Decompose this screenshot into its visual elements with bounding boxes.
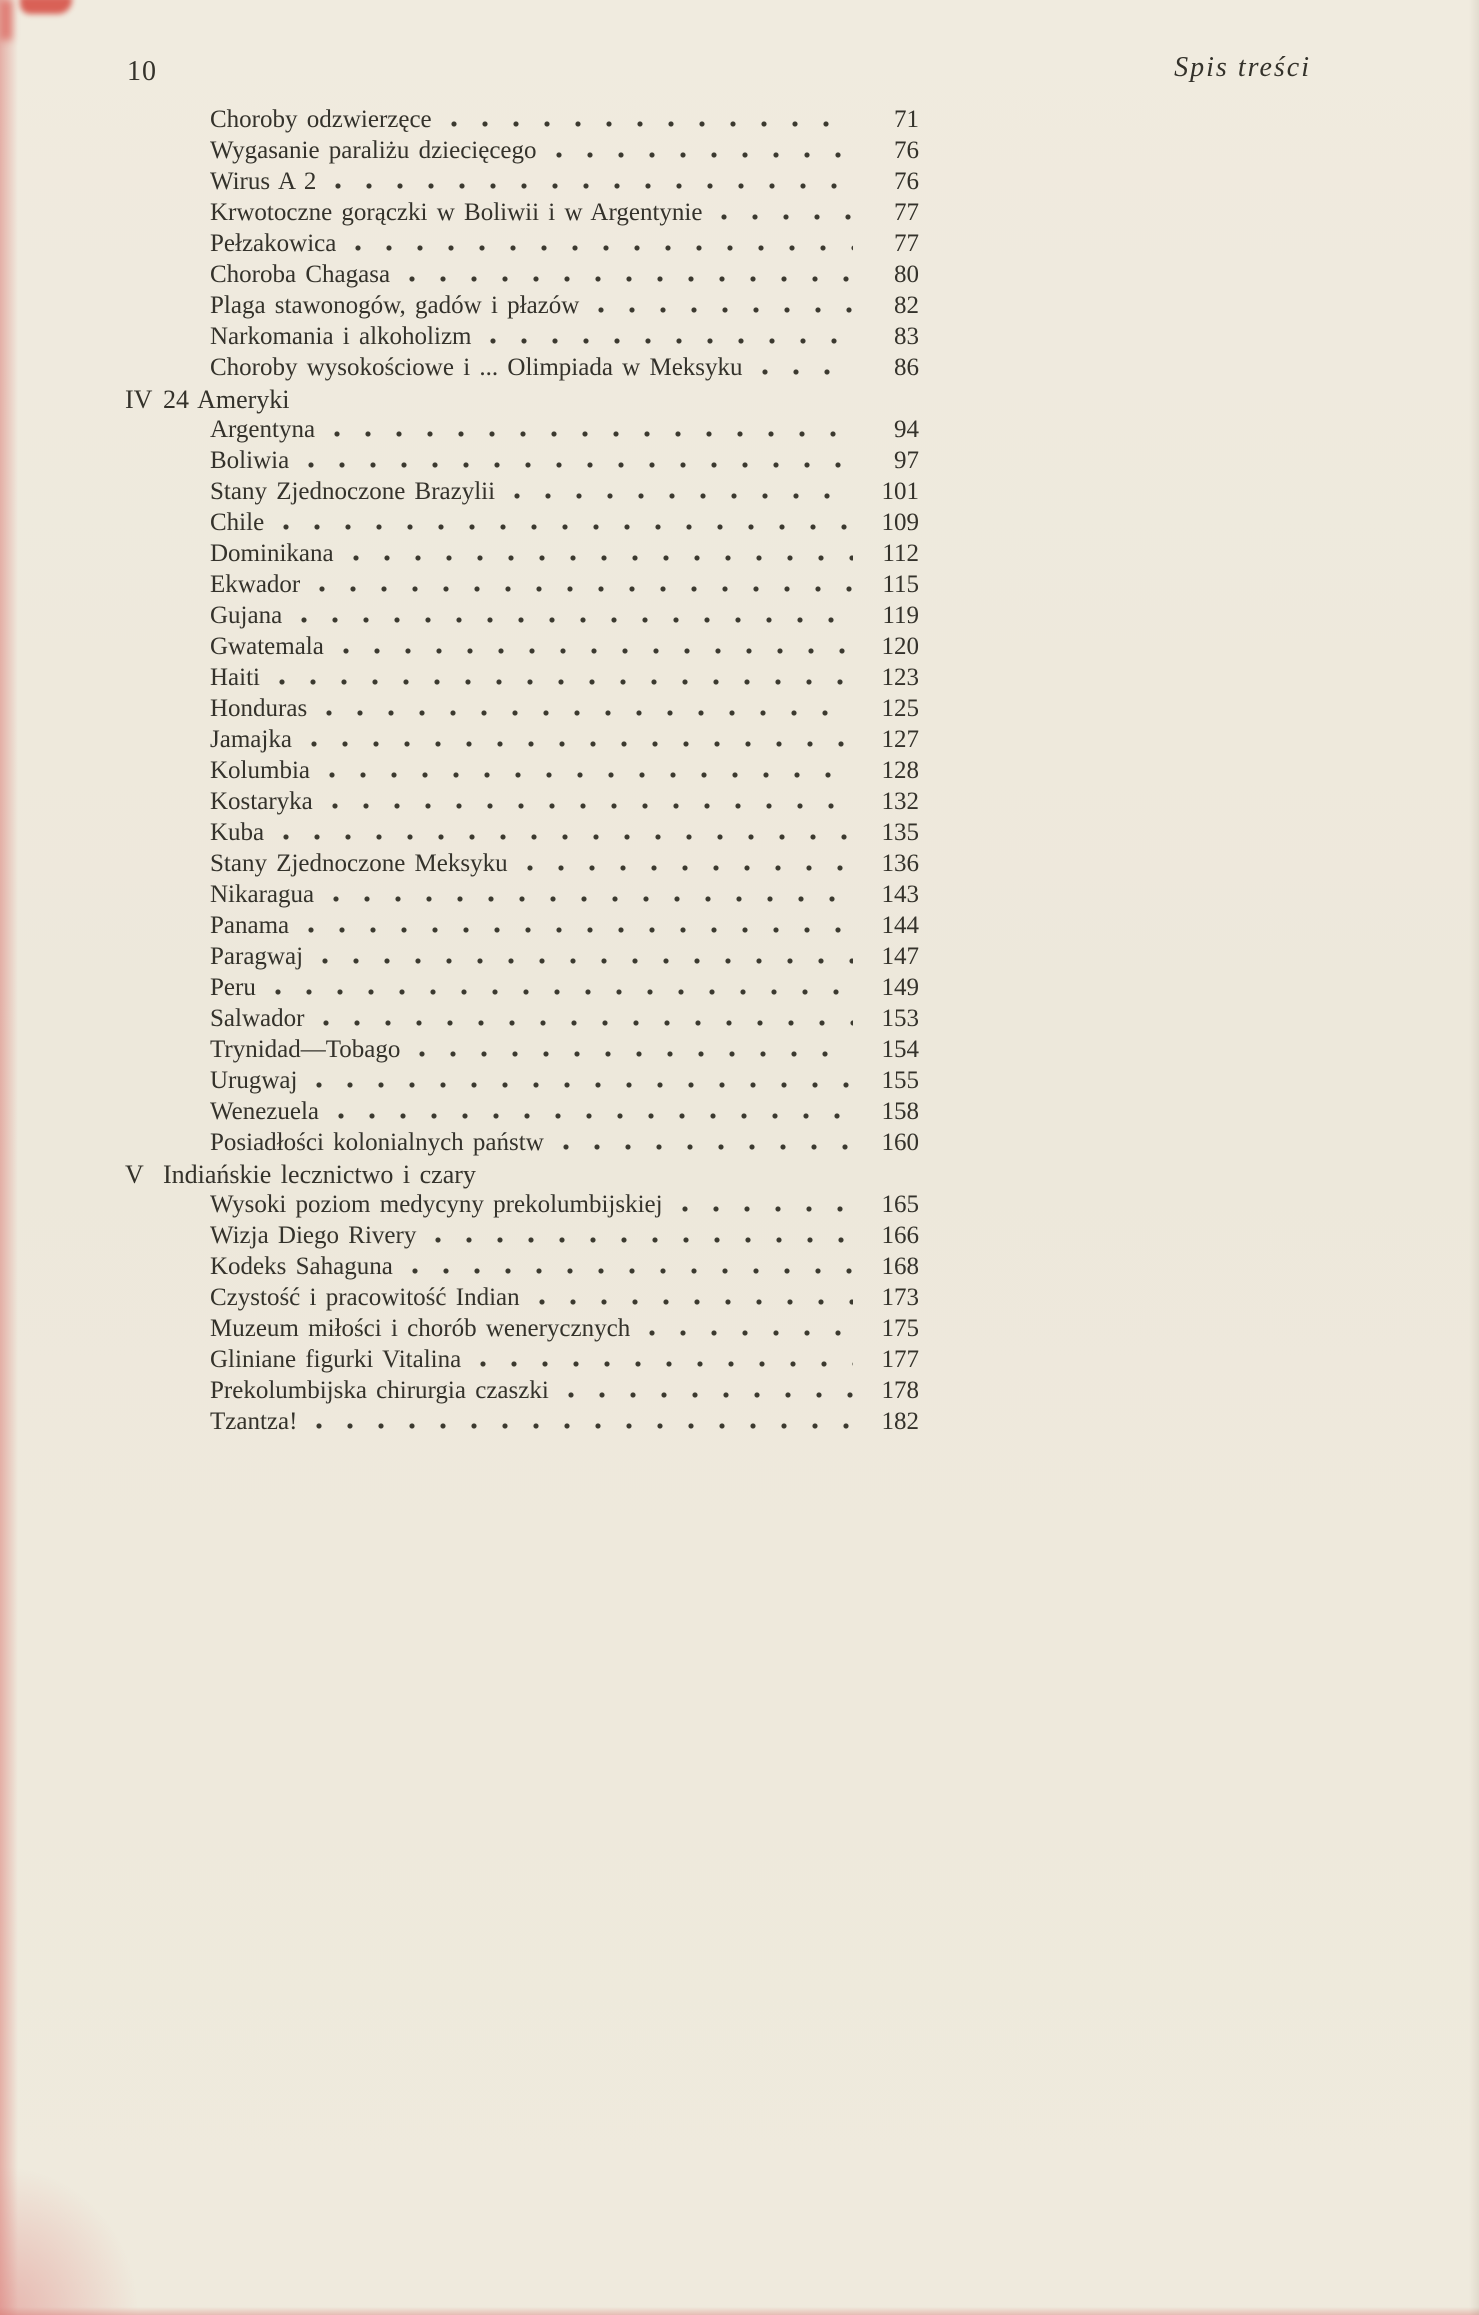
- toc-entry-label: Kuba: [210, 819, 265, 846]
- dot-leader: [282, 834, 853, 841]
- toc-entry-page: 177: [881, 1346, 919, 1373]
- toc-entry-label: Ekwador: [210, 571, 301, 598]
- toc-entry-label: Wizja Diego Rivery: [210, 1222, 417, 1249]
- toc-entry: [125, 757, 919, 788]
- toc-entry-label: Panama: [210, 912, 290, 939]
- toc-entry-page: 147: [881, 943, 919, 970]
- dot-leader: [278, 679, 853, 686]
- toc-entry-label: Stany Zjednoczone Brazylii: [210, 478, 496, 505]
- toc-entry-page: 115: [882, 571, 919, 598]
- toc-entry: [125, 1098, 919, 1129]
- toc-entry-label: Haiti: [210, 664, 260, 691]
- toc-entry: [125, 1129, 919, 1160]
- toc-entry: [125, 1253, 919, 1284]
- dot-leader: [342, 648, 853, 655]
- toc-entry-label: Muzeum miłości i chorób wenerycznych: [210, 1315, 631, 1342]
- toc-section-numeral: IV: [125, 385, 153, 414]
- toc-entry: [125, 1036, 919, 1067]
- toc-entry-label: Choroby wysokościowe i ... Olimpiada w Meksyku: [210, 354, 743, 381]
- toc-entry: [125, 695, 919, 726]
- toc-entry: [125, 261, 919, 292]
- running-head: Spis treści: [1174, 52, 1311, 83]
- toc-entry-page: 143: [881, 881, 919, 908]
- toc-entry: [125, 1377, 919, 1408]
- dot-leader: [450, 121, 853, 128]
- toc-entry-page: 127: [881, 726, 919, 753]
- dot-leader: [513, 493, 853, 500]
- toc-entry-label: Stany Zjednoczone Meksyku: [210, 850, 508, 877]
- toc-entry: [125, 819, 919, 850]
- toc-entry: [125, 1346, 919, 1377]
- dot-leader: [526, 865, 853, 872]
- toc-entry: [125, 447, 919, 478]
- toc-entry-page: 86: [894, 354, 919, 381]
- toc-entry: [125, 199, 919, 230]
- toc-list: [125, 106, 919, 1439]
- dot-leader: [274, 989, 853, 996]
- toc-entry: [125, 1315, 919, 1346]
- page-number: 10: [127, 56, 157, 87]
- toc-entry-page: 123: [881, 664, 919, 691]
- toc-entry: [125, 1408, 919, 1439]
- dot-leader: [333, 431, 853, 438]
- toc-entry-page: 155: [881, 1067, 919, 1094]
- toc-entry-page: 120: [881, 633, 919, 660]
- dot-leader: [300, 617, 853, 624]
- dot-leader: [681, 1206, 853, 1213]
- toc-entry-page: 125: [881, 695, 919, 722]
- toc-entry: [125, 509, 919, 540]
- toc-entry-label: Narkomania i alkoholizm: [210, 323, 472, 350]
- toc-entry: [125, 416, 919, 447]
- toc-entry: [125, 1191, 919, 1222]
- toc-entry: [125, 1222, 919, 1253]
- dot-leader: [720, 214, 853, 221]
- toc-entry-page: 119: [882, 602, 919, 629]
- dot-leader: [352, 555, 853, 562]
- toc-entry-label: Plaga stawonogów, gadów i płazów: [210, 292, 580, 319]
- toc-entry: [125, 230, 919, 261]
- toc-entry: [125, 292, 919, 323]
- toc-entry-page: 135: [881, 819, 919, 846]
- scan-smudge-bottom-left: [0, 2165, 140, 2315]
- toc-entry: [125, 1284, 919, 1315]
- toc-entry-page: 94: [894, 416, 919, 443]
- toc-entry: [125, 633, 919, 664]
- dot-leader: [761, 369, 853, 376]
- toc-entry: [125, 571, 919, 602]
- toc-entry: [125, 168, 919, 199]
- scan-edge-bottom: [0, 2307, 1479, 2315]
- toc-entry-page: 158: [881, 1098, 919, 1125]
- dot-leader: [282, 524, 853, 531]
- toc-entry-label: Wysoki poziom medycyny prekolumbijskiej: [210, 1191, 663, 1218]
- toc-entry: [125, 726, 919, 757]
- toc-entry-label: Gliniane figurki Vitalina: [210, 1346, 462, 1373]
- toc-entry-label: Nikaragua: [210, 881, 315, 908]
- toc-entry-page: 76: [894, 168, 919, 195]
- toc-entry-label: Trynidad—Tobago: [210, 1036, 401, 1063]
- toc-entry-page: 154: [881, 1036, 919, 1063]
- dot-leader: [331, 803, 853, 810]
- toc-entry-page: 132: [881, 788, 919, 815]
- toc-entry: [125, 850, 919, 881]
- dot-leader: [489, 338, 853, 345]
- toc-entry-label: Choroba Chagasa: [210, 261, 391, 288]
- toc-entry-label: Gujana: [210, 602, 283, 629]
- toc-section-label: 24 Ameryki: [163, 385, 290, 414]
- dot-leader: [479, 1361, 853, 1368]
- toc-entry-label: Pełzakowica: [210, 230, 337, 257]
- dot-leader: [337, 1113, 853, 1120]
- dot-leader: [315, 1423, 853, 1430]
- dot-leader: [354, 245, 853, 252]
- toc-section-numeral: V: [125, 1160, 144, 1189]
- toc-entry: [125, 881, 919, 912]
- toc-entry: [125, 354, 919, 385]
- toc-entry-page: 83: [894, 323, 919, 350]
- toc-entry-page: 71: [894, 106, 919, 133]
- toc-entry: [125, 1005, 919, 1036]
- toc-entry-page: 168: [881, 1253, 919, 1280]
- toc-entry: [125, 788, 919, 819]
- dot-leader: [307, 462, 853, 469]
- toc-entry-page: 144: [881, 912, 919, 939]
- toc-entry-label: Wirus A 2: [210, 168, 317, 195]
- dot-leader: [648, 1330, 853, 1337]
- toc-entry-page: 136: [881, 850, 919, 877]
- toc-entry-label: Honduras: [210, 695, 308, 722]
- dot-leader: [332, 896, 853, 903]
- toc-entry-label: Jamajka: [210, 726, 292, 753]
- toc-entry-label: Paragwaj: [210, 943, 304, 970]
- scan-smudge-top-left: [20, 0, 72, 14]
- dot-leader: [538, 1299, 853, 1306]
- toc-entry-label: Posiadłości kolonialnych państw: [210, 1129, 544, 1156]
- toc-entry-label: Tzantza!: [210, 1408, 298, 1435]
- toc-section: [125, 1160, 919, 1191]
- toc-entry: [125, 943, 919, 974]
- toc-entry-page: 175: [881, 1315, 919, 1342]
- dot-leader: [318, 586, 853, 593]
- toc-entry-page: 173: [881, 1284, 919, 1311]
- toc-entry-label: Boliwia: [210, 447, 290, 474]
- dot-leader: [315, 1082, 853, 1089]
- toc-entry-page: 160: [881, 1129, 919, 1156]
- toc-entry-label: Gwatemala: [210, 633, 324, 660]
- toc-entry: [125, 540, 919, 571]
- toc-entry-page: 97: [894, 447, 919, 474]
- toc-entry: [125, 664, 919, 695]
- toc-entry-page: 128: [881, 757, 919, 784]
- toc-entry-label: Prekolumbijska chirurgia czaszki: [210, 1377, 549, 1404]
- toc-entry-label: Salwador: [210, 1005, 305, 1032]
- toc-entry-label: Krwotoczne gorączki w Boliwii i w Argentynie: [210, 199, 703, 226]
- toc-entry-page: 76: [894, 137, 919, 164]
- toc-entry-label: Kodeks Sahaguna: [210, 1253, 393, 1280]
- toc-entry-page: 82: [894, 292, 919, 319]
- toc-section-label: Indiańskie lecznictwo i czary: [163, 1160, 476, 1189]
- toc-section: [125, 385, 919, 416]
- toc-entry-label: Wenezuela: [210, 1098, 320, 1125]
- toc-entry-page: 77: [894, 230, 919, 257]
- dot-leader: [334, 183, 853, 190]
- dot-leader: [321, 958, 853, 965]
- toc-entry-label: Czystość i pracowitość Indian: [210, 1284, 520, 1311]
- toc-entry-page: 80: [894, 261, 919, 288]
- toc-entry: [125, 974, 919, 1005]
- toc-entry-label: Urugwaj: [210, 1067, 298, 1094]
- dot-leader: [310, 741, 853, 748]
- toc-entry: [125, 137, 919, 168]
- scan-edge-left: [0, 0, 18, 2315]
- toc-entry: [125, 1067, 919, 1098]
- toc-entry-label: Chile: [210, 509, 265, 536]
- scan-smudge-top-corner: [0, 0, 12, 40]
- toc-entry-label: Peru: [210, 974, 256, 1001]
- toc-entry-page: 165: [881, 1191, 919, 1218]
- toc-entry: [125, 912, 919, 943]
- scan-edge-right: [1469, 0, 1479, 2315]
- toc-entry-page: 153: [881, 1005, 919, 1032]
- dot-leader: [567, 1392, 853, 1399]
- toc-entry-label: Kolumbia: [210, 757, 310, 784]
- dot-leader: [328, 772, 853, 779]
- dot-leader: [597, 307, 853, 314]
- toc-entry-page: 101: [881, 478, 919, 505]
- dot-leader: [322, 1020, 853, 1027]
- toc-entry-page: 77: [894, 199, 919, 226]
- toc-entry: [125, 602, 919, 633]
- toc-entry-label: Dominikana: [210, 540, 334, 567]
- toc-entry-page: 109: [881, 509, 919, 536]
- toc-entry-page: 112: [882, 540, 919, 567]
- toc-entry: [125, 323, 919, 354]
- dot-leader: [411, 1268, 853, 1275]
- toc-entry-page: 182: [881, 1408, 919, 1435]
- toc-entry-label: Wygasanie paraliżu dziecięcego: [210, 137, 537, 164]
- dot-leader: [418, 1051, 853, 1058]
- dot-leader: [434, 1237, 853, 1244]
- toc-entry: [125, 478, 919, 509]
- toc-entry-label: Choroby odzwierzęce: [210, 106, 432, 133]
- toc-entry: [125, 106, 919, 137]
- dot-leader: [325, 710, 853, 717]
- toc-entry-page: 166: [881, 1222, 919, 1249]
- toc-entry-label: Argentyna: [210, 416, 316, 443]
- toc-entry-page: 149: [881, 974, 919, 1001]
- dot-leader: [562, 1144, 853, 1151]
- dot-leader: [307, 927, 853, 934]
- toc-entry-page: 178: [881, 1377, 919, 1404]
- dot-leader: [555, 152, 853, 159]
- toc-entry-label: Kostaryka: [210, 788, 313, 815]
- dot-leader: [408, 276, 853, 283]
